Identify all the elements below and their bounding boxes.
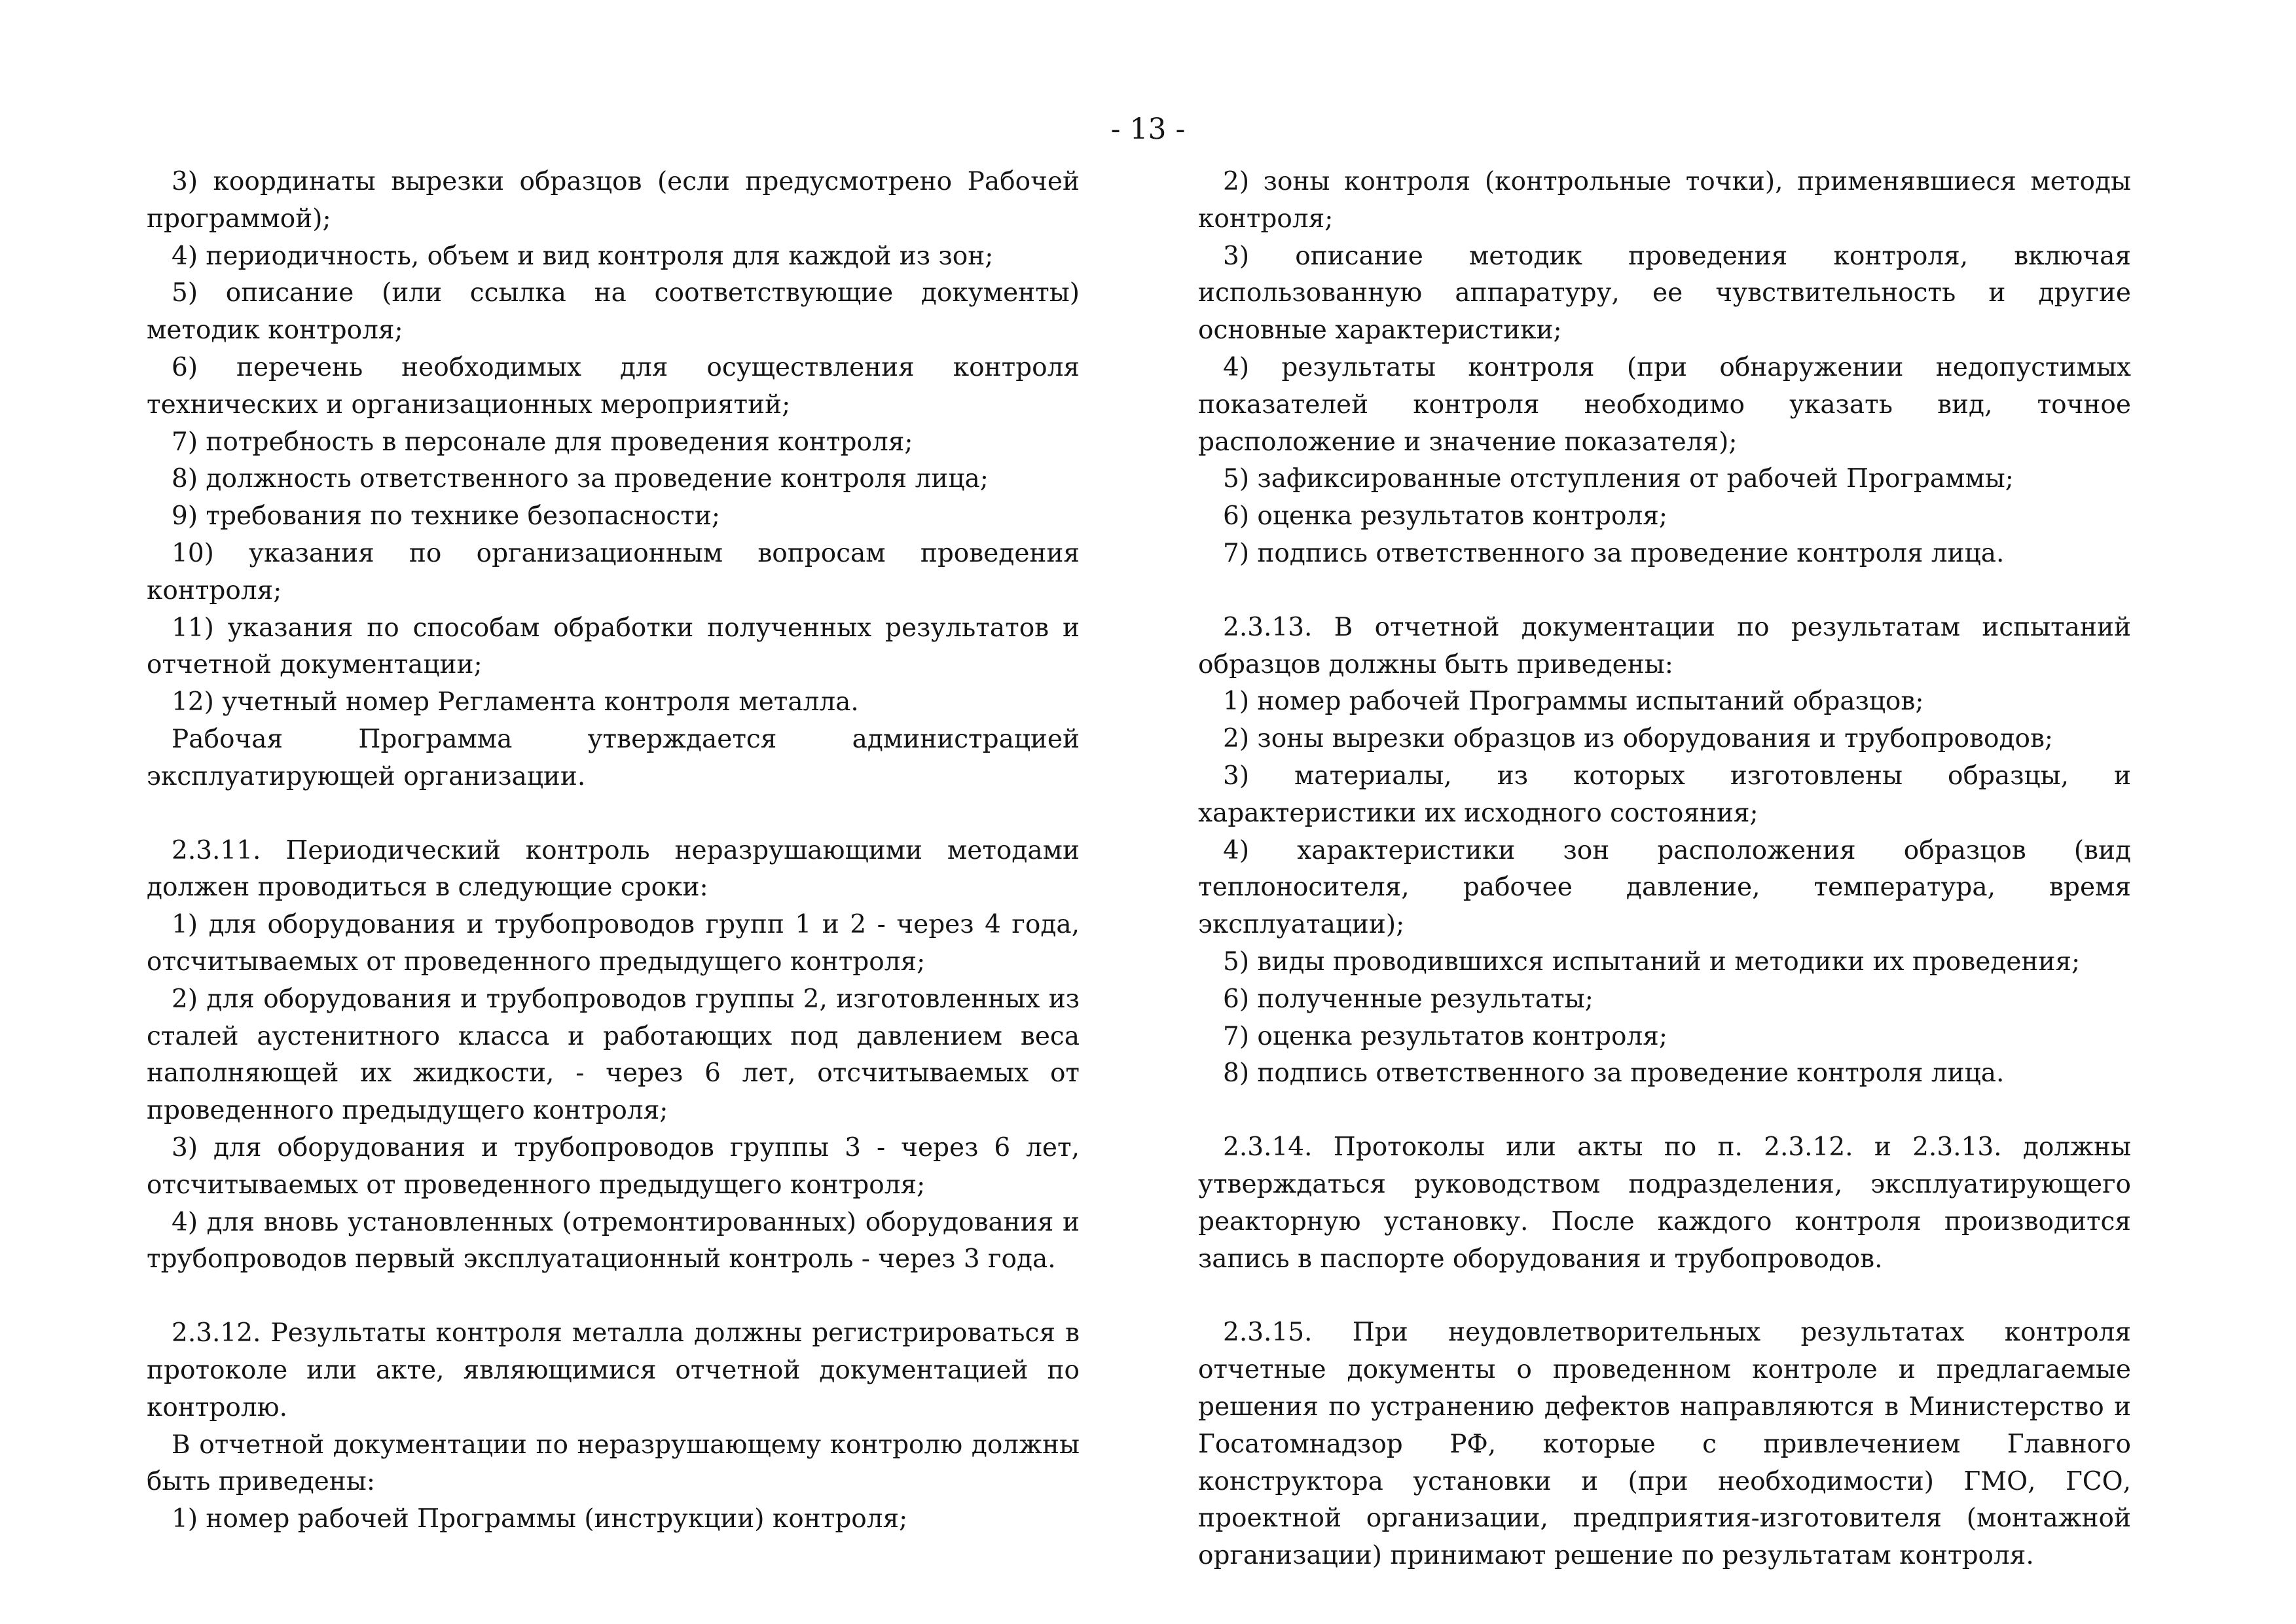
section-heading-2-3-12: 2.3.12. Результаты контроля металла должны регистрироваться в протоколе или акте, являющимися отчетной документацией по контролю. — [147, 1318, 1080, 1422]
list-item: 4) характеристики зон расположения образцов (вид теплоносителя, рабочее давление, температура, время эксплуатации); — [1198, 835, 2131, 940]
list-item: 1) для оборудования и трубопроводов групп 1 и 2 - через 4 года, отсчитываемых от проведенного предыдущего контроля; — [147, 910, 1080, 977]
list-item: 3) для оборудования и трубопроводов группы 3 - через 6 лет, отсчитываемых от проведенного предыдущего контроля; — [147, 1132, 1080, 1200]
list-item: 2) зоны вырезки образцов из оборудования и трубопроводов; — [1223, 724, 2054, 754]
list-item: 3) описание методик проведения контроля, включая использованную аппаратуру, ее чувствительность и другие основные характеристики; — [1198, 241, 2131, 346]
right-column — [1198, 164, 2131, 1575]
list-item: 2) для оборудования и трубопроводов группы 2, изготовленных из сталей аустенитного класса и работающих под давлением веса наполняющей их жидкости, - через 6 лет, отсчитываемых от проведенного предыдущего контроля; — [147, 984, 1080, 1126]
paragraph: В отчетной документации по неразрушающему контролю должны быть приведены: — [147, 1430, 1080, 1497]
list-item: 3) материалы, из которых изготовлены образцы, и характеристики их исходного состояния; — [1198, 761, 2131, 828]
left-column — [147, 164, 1080, 1538]
list-item: 3) координаты вырезки образцов (если предусмотрено Рабочей программой); — [147, 167, 1080, 234]
list-item: 7) подпись ответственного за проведение контроля лица. — [1223, 538, 2005, 568]
page-number: - 13 - — [1110, 113, 1186, 146]
list-item: 12) учетный номер Регламента контроля металла. — [172, 687, 859, 717]
section-heading-2-3-11: 2.3.11. Периодический контроль неразрушающими методами должен проводиться в следующие сроки: — [147, 835, 1080, 903]
list-item: 8) подпись ответственного за проведение контроля лица. — [1223, 1058, 2005, 1089]
section-2-3-15: 2.3.15. При неудовлетворительных результатах контроля отчетные документы о проведенном контроле и предлагаемые решения по устранению дефектов направляются в Министерство и Госатомнадзор РФ, которые с привлечением Главного конструктора установки и (при необходимости) ГМО, ГСО, проектной организации, предприятия-изготовителя (монтажной организации) принимают решение по результатам контроля. — [1198, 1318, 2131, 1571]
list-item: 4) периодичность, объем и вид контроля для каждой из зон; — [172, 241, 994, 271]
list-item: 10) указания по организационным вопросам проведения контроля; — [147, 538, 1080, 605]
list-item: 6) перечень необходимых для осуществления контроля технических и организационных мероприятий; — [147, 352, 1080, 420]
list-item: 5) зафиксированные отступления от рабочей Программы; — [1223, 464, 2014, 494]
section-heading-2-3-13: 2.3.13. В отчетной документации по результатам испытаний образцов должны быть приведены: — [1198, 612, 2131, 679]
list-item: 7) оценка результатов контроля; — [1223, 1021, 1667, 1051]
section-2-3-14: 2.3.14. Протоколы или акты по п. 2.3.12. и 2.3.13. должны утверждаться руководством подразделения, эксплуатирующего реакторную установку. После каждого контроля производится запись в паспорте оборудования и трубопроводов. — [1198, 1132, 2131, 1274]
list-item: 5) виды проводившихся испытаний и методики их проведения; — [1223, 947, 2081, 977]
list-item: 4) результаты контроля (при обнаружении недопустимых показателей контроля необходимо указать вид, точное расположение и значение показателя); — [1198, 352, 2131, 457]
list-item: 6) полученные результаты; — [1223, 984, 1594, 1014]
paragraph: Рабочая Программа утверждается администрацией эксплуатирующей организации. — [147, 724, 1080, 791]
list-item: 1) номер рабочей Программы (инструкции) контроля; — [172, 1504, 908, 1534]
list-item: 2) зоны контроля (контрольные точки), применявшиеся методы контроля; — [1198, 167, 2131, 234]
list-item: 1) номер рабочей Программы испытаний образцов; — [1223, 687, 1924, 717]
list-item: 7) потребность в персонале для проведения контроля; — [172, 427, 913, 457]
list-item: 5) описание (или ссылка на соответствующие документы) методик контроля; — [147, 278, 1080, 346]
list-item: 11) указания по способам обработки полученных результатов и отчетной документации; — [147, 613, 1080, 680]
list-item: 8) должность ответственного за проведение контроля лица; — [172, 464, 989, 494]
list-item: 4) для вновь установленных (отремонтированных) оборудования и трубопроводов первый эксплуатационный контроль - через 3 года. — [147, 1207, 1080, 1274]
list-item: 6) оценка результатов контроля; — [1223, 501, 1667, 532]
list-item: 9) требования по технике безопасности; — [172, 501, 720, 532]
